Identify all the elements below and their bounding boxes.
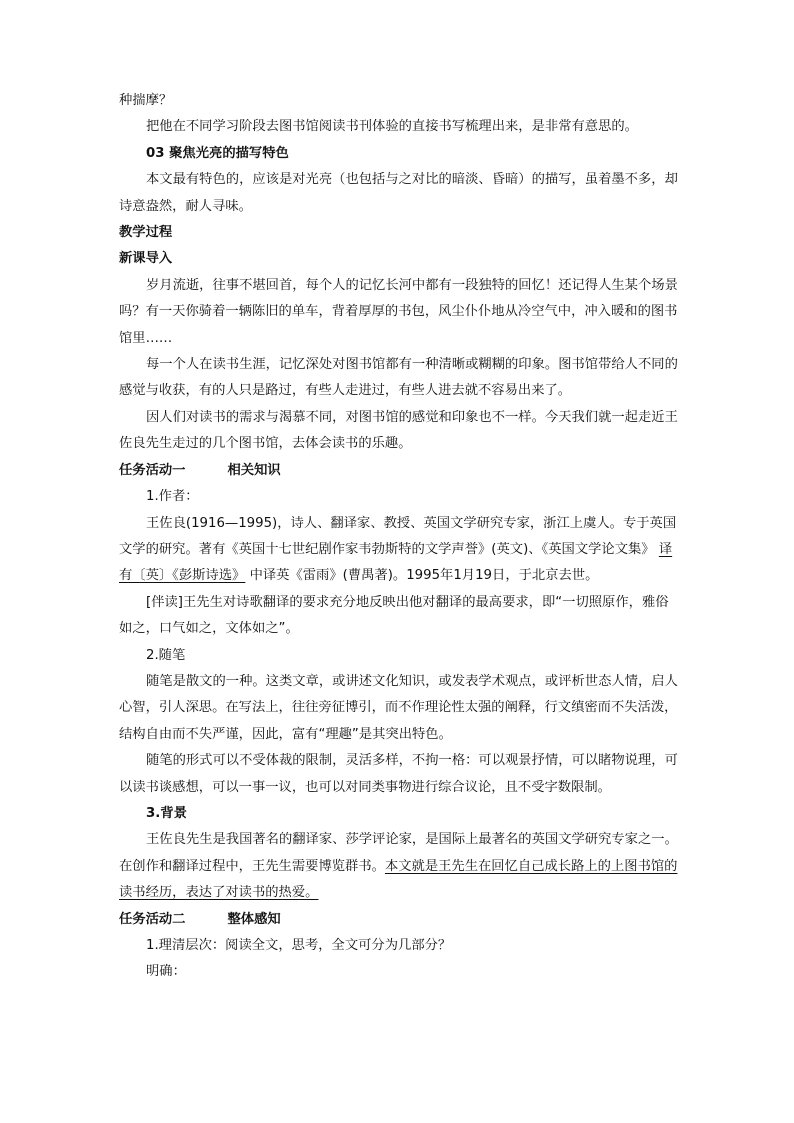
heading-teaching-process: 教学过程 — [119, 225, 173, 241]
document-body — [119, 88, 679, 986]
paragraph: 本文最有特色的，应该是对光亮（也包括与之对比的暗淡、昏暗）的描写，虽着墨不多，却诗意盎然，耐人寻味。 — [119, 172, 678, 214]
question: 1.理清层次：阅读全文，思考，全文可分为几部分？ — [146, 938, 452, 953]
paragraph: 因人们对读书的需求与渴慕不同，对图书馆的感觉和印象也不一样。今天我们就一起走近王佐良先生走过的几个图书馆，去体会读书的乐趣。 — [119, 409, 678, 452]
answer-label: 明确： — [146, 964, 186, 980]
text-line: 种揣摩？ — [119, 93, 173, 108]
underlined-text: 译有〔英〕《彭斯诗选》 — [119, 541, 673, 584]
text-span: 王佐良先生是我国著名的翻译家、莎学评论家，是国际上最著名的英国文学研究专家之一。在创作和翻译过程中，王先生需要博览群书。 — [119, 832, 678, 874]
paragraph — [119, 827, 679, 906]
subsection-title: 3.背景 — [146, 805, 187, 821]
subsection-title: 2.随笔 — [146, 647, 186, 663]
heading-new-lesson: 新课导入 — [119, 251, 173, 267]
task-title: 整体感知 — [227, 911, 281, 927]
paragraph: 随笔是散文的一种。这类文章，或讲述文化知识，或发表学术观点，或评析世态人情，启人心智，引人深思。在写法上，往往旁征博引，而不作理论性太强的阐释，行文缜密而不失活泼，结构自由而不失严谨，因此，富有“理趣”是其突出特色。 — [119, 673, 678, 742]
paragraph — [119, 511, 679, 590]
task-heading-1 — [119, 458, 679, 484]
paragraph: 每一个人在读书生涯，记忆深处对图书馆都有一种清晰或糊糊的印象。图书馆带给人不同的感觉与收获，有的人只是路过，有些人走进过，有些人进去就不容易出来了。 — [119, 357, 678, 399]
paragraph: 随笔的形式可以不受体裁的限制，灵活多样，不拘一格：可以观景抒情，可以睹物说理，可以读书谈感想，可以一事一议，也可以对同类事物进行综合议论，且不受字数限制。 — [119, 753, 678, 795]
subsection-title: 1.作者： — [146, 489, 199, 505]
underlined-text: 本文就是王先生在回忆自己成长路上的上图书馆的读书经历，表达了对读书的热爱。 — [119, 858, 678, 901]
task-label: 任务活动一 — [119, 462, 186, 478]
paragraph: [伴读]王先生对诗歌翻译的要求充分地反映出他对翻译的最高要求，即“一切照原作，雅俗如之，口气如之，文体如之”。 — [119, 594, 669, 637]
task-title: 相关知识 — [227, 462, 281, 478]
task-label: 任务活动二 — [119, 911, 186, 927]
paragraph: 岁月流逝，往事不堪回首，每个人的记忆长河中都有一段独特的回忆！还记得人生某个场景吗？有一天你骑着一辆陈旧的单车，背着厚厚的书包，风尘仆仆地从冷空气中，冲入暖和的图书馆里…… — [119, 277, 678, 346]
section-heading: 03 聚焦光亮的描写特色 — [146, 145, 289, 161]
text-span: 中译英《雷雨》(曹禺著)。1995年1月19日，于北京去世。 — [249, 568, 599, 584]
text-span: 王佐良(1916—1995)，诗人、翻译家、教授、英国文学研究专家，浙江上虞人。专于英国文学的研究。著有《英国十七世纪剧作家韦勃斯特的文学声誉》(英文)、《英国文学论文集》 — [119, 515, 677, 557]
task-heading-2 — [119, 907, 679, 933]
paragraph: 把他在不同学习阶段去图书馆阅读书刊体验的直接书写梳理出来，是非常有意思的。 — [146, 119, 638, 135]
